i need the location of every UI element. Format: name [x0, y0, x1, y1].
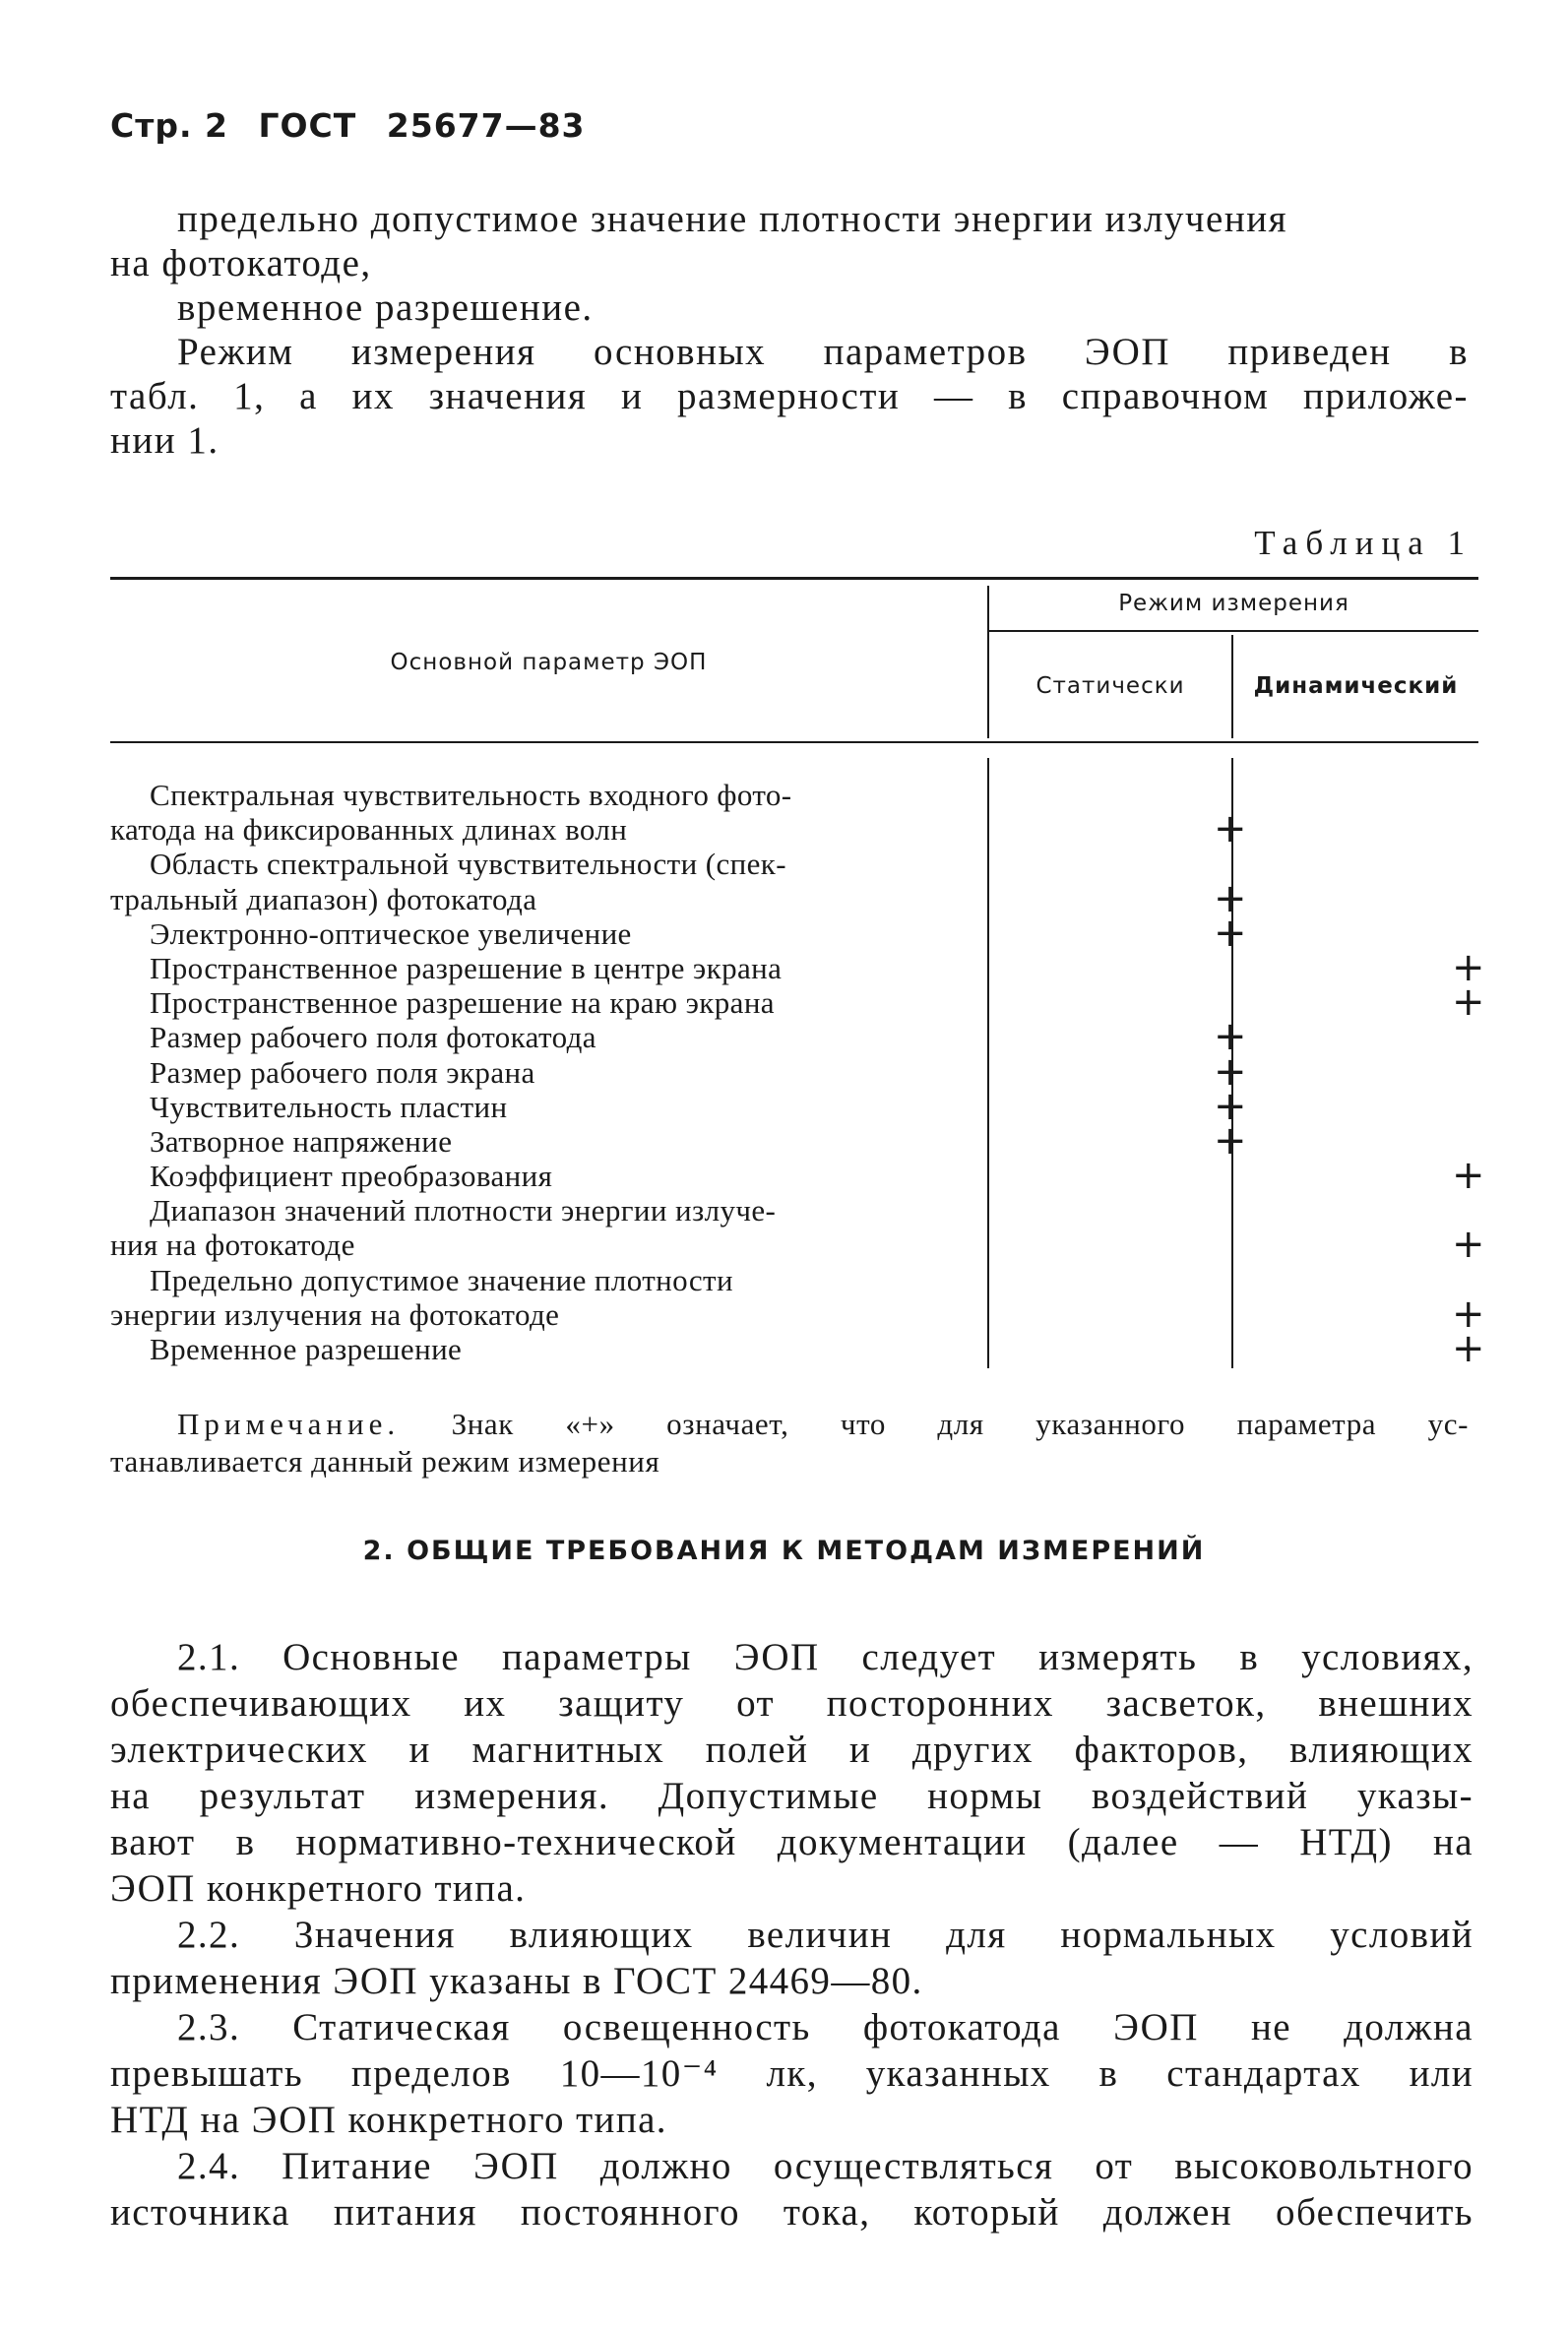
header-dynamic: Динамический	[1253, 673, 1459, 699]
body-line: 2.2. Значения влияющих величин для нормальных условий	[177, 1914, 1474, 1956]
static-mark: +	[1214, 1083, 1247, 1129]
parameter-name: ния на фотокатоде	[110, 1228, 355, 1263]
parameter-name: Временное разрешение	[150, 1332, 463, 1366]
standard-number: 25677—83	[386, 106, 586, 145]
table-header-rule	[110, 741, 1478, 743]
parameter-name: катода на фиксированных длинах волн	[110, 812, 628, 848]
static-mark: +	[1214, 1014, 1247, 1060]
body-line: на результат измерения. Допустимые нормы воздействий указы-	[110, 1775, 1474, 1817]
table-row	[110, 1048, 1478, 1095]
table-row	[110, 875, 1478, 921]
intro-line: предельно допустимое значение плотности энергии излучения	[177, 198, 1288, 240]
table-row	[110, 944, 1485, 990]
table-row	[110, 1291, 1485, 1337]
dynamic-mark: +	[1452, 979, 1485, 1026]
table-row	[110, 847, 1478, 881]
body-line: 2.3. Статическая освещенность фотокатода ЭОП не должна	[177, 2006, 1474, 2048]
parameter-name: Диапазон значений плотности энергии излуче-	[150, 1193, 777, 1228]
table-row	[110, 1193, 1478, 1228]
dynamic-mark: +	[1452, 944, 1485, 990]
table-caption: Таблица 1	[1254, 524, 1473, 562]
table-row	[110, 1014, 1478, 1060]
table-row	[110, 1083, 1478, 1129]
header-mode-rule	[989, 630, 1478, 632]
dynamic-mark: +	[1452, 1153, 1485, 1199]
parameter-name: тральный диапазон) фотокатода	[110, 881, 537, 916]
parameter-name: Область спектральной чувствительности (спек-	[150, 847, 786, 882]
table-row	[110, 1117, 1478, 1164]
section-body	[110, 1634, 1474, 2236]
static-mark: +	[1214, 910, 1247, 956]
intro-line: временное разрешение.	[177, 286, 594, 329]
page-number: Стр. 2	[110, 106, 228, 145]
dynamic-mark: +	[1452, 1222, 1485, 1268]
static-mark: +	[1214, 806, 1247, 852]
dynamic-mark: +	[1452, 1291, 1485, 1337]
table-note	[110, 1406, 1469, 1480]
mode-line: табл. 1, а их значения и размерности — в справочном приложе-	[110, 375, 1469, 417]
body-line: 2.4. Питание ЭОП должно осуществляться от высоковольтного	[177, 2145, 1474, 2187]
note-lead: Примечание.	[177, 1407, 401, 1441]
mode-line: Режим измерения основных параметров ЭОП приведен в	[177, 331, 1469, 373]
body-line: электрических и магнитных полей и других факторов, влияющих	[110, 1729, 1474, 1771]
body-line: вают в нормативно-технической документации (далее — НТД) на	[110, 1821, 1474, 1863]
parameter-name: Пространственное разрешение на краю экрана	[150, 985, 775, 1021]
table-row	[110, 1153, 1485, 1199]
table-row	[110, 778, 1478, 812]
parameter-name: Размер рабочего поля экрана	[150, 1054, 535, 1090]
mode-paragraph	[110, 330, 1469, 463]
table-top-rule	[110, 577, 1478, 580]
table-row	[110, 1263, 1478, 1297]
parameter-name: энергии излучения на фотокатоде	[110, 1296, 560, 1332]
table-row	[110, 910, 1478, 956]
section-title: 2. ОБЩИЕ ТРЕБОВАНИЯ К МЕТОДАМ ИЗМЕРЕНИЙ	[362, 1536, 1206, 1566]
header-mode: Режим измерения	[1118, 591, 1349, 616]
note-line-1	[110, 1406, 1469, 1443]
parameter-name: Пространственное разрешение в центре экрана	[150, 950, 783, 985]
intro-list	[110, 197, 1469, 330]
header-static: Статически	[1035, 673, 1185, 699]
intro-line: на фотокатоде,	[110, 242, 372, 284]
table-row	[110, 1326, 1485, 1371]
table-row	[110, 979, 1485, 1026]
parameter-name: Затворное напряжение	[150, 1123, 453, 1159]
body-line: применения ЭОП указаны в ГОСТ 24469—80.	[110, 1960, 923, 2002]
body-line: ЭОП конкретного типа.	[110, 1867, 527, 1910]
table-row	[110, 806, 1478, 852]
parameter-name: Электронно-оптическое увеличение	[150, 915, 632, 951]
page-header	[110, 106, 603, 145]
parameter-name: Предельно допустимое значение плотности	[150, 1262, 733, 1297]
static-mark: +	[1214, 1117, 1247, 1164]
body-line: превышать пределов 10—10⁻⁴ лк, указанных в стандартах или	[110, 2052, 1474, 2095]
static-mark: +	[1214, 875, 1247, 921]
static-mark: +	[1214, 1048, 1247, 1095]
mode-line: нии 1.	[110, 419, 220, 462]
body-line: источника питания постоянного тока, который должен обеспечить	[110, 2191, 1474, 2234]
dynamic-mark: +	[1452, 1326, 1485, 1371]
table-body	[110, 778, 1485, 1371]
parameter-name: Спектральная чувствительность входного фото-	[150, 778, 792, 812]
note-text: Знак «+» означает, что для указанного параметра ус-	[451, 1407, 1469, 1441]
table-row	[110, 1222, 1485, 1268]
body-line: 2.1. Основные параметры ЭОП следует измерять в условиях,	[177, 1636, 1474, 1678]
standard-label: ГОСТ	[258, 106, 357, 145]
note-line-2: танавливается данный режим измерения	[110, 1444, 660, 1479]
body-line: обеспечивающих их защиту от посторонних засветок, внешних	[110, 1682, 1474, 1725]
parameter-name: Чувствительность пластин	[150, 1089, 508, 1124]
parameter-name: Размер рабочего поля фотокатода	[150, 1020, 596, 1055]
header-param: Основной параметр ЭОП	[390, 650, 708, 675]
body-line: НТД на ЭОП конкретного типа.	[110, 2099, 667, 2141]
parameter-name: Коэффициент преобразования	[150, 1159, 553, 1194]
